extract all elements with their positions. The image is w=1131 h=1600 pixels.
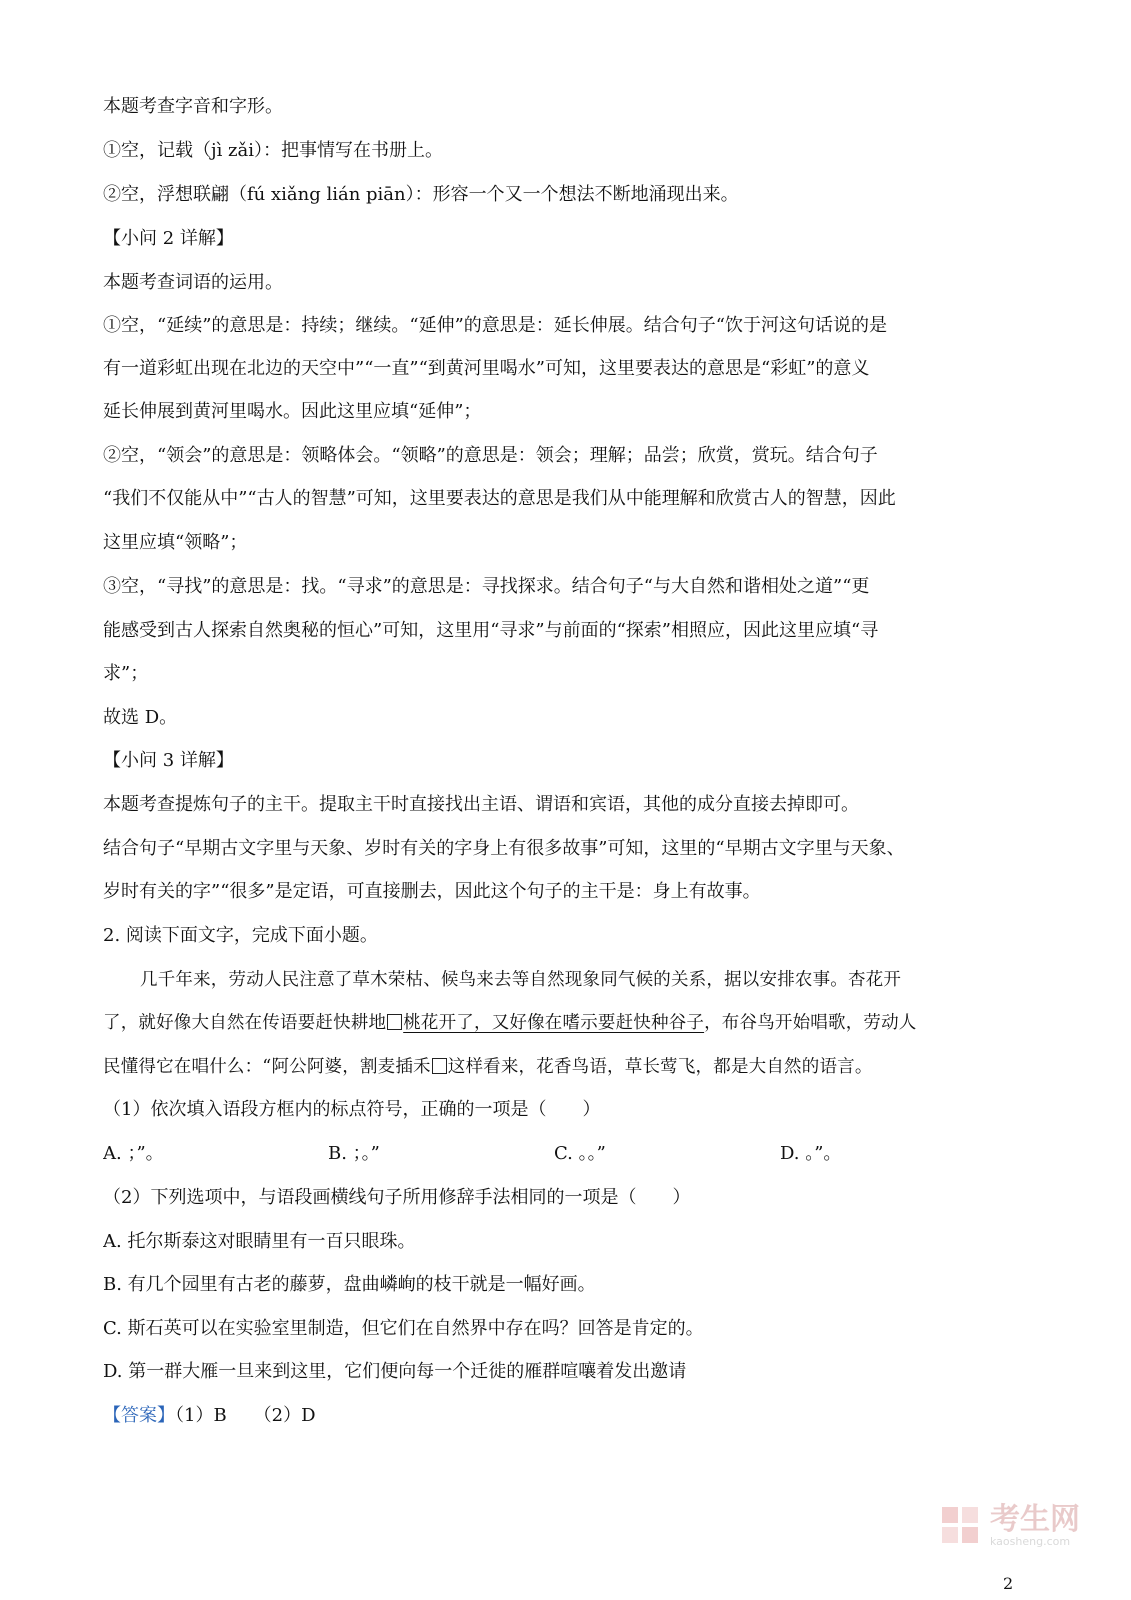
passage-text: ，布谷鸟开始唱歌，劳动人 <box>704 1013 917 1033</box>
analysis-line: ②空，“领会”的意思是：领略体会。“领略”的意思是：领会；理解；品尝；欣赏，赏玩。结合句子 <box>103 445 878 466</box>
question-1-stem: （1）依次填入语段方框内的标点符号，正确的一项是（ ） <box>103 1099 601 1120</box>
blank-box <box>387 1014 402 1030</box>
analysis-line: 故选 D。 <box>103 707 178 728</box>
passage-line-1 <box>140 967 1040 993</box>
option-c: C. 。。” <box>554 1143 606 1164</box>
option-a: A. 托尔斯泰这对眼睛里有一百只眼珠。 <box>103 1231 416 1252</box>
analysis-line: 这里应填“领略”； <box>103 532 248 553</box>
section-heading: 【小问 2 详解】 <box>103 228 234 249</box>
passage-text: 这样看来，花香鸟语，草长莺飞，都是大自然的语言。 <box>447 1057 873 1077</box>
analysis-line: 有一道彩虹出现在北边的天空中”“一直”“到黄河里喝水”可知，这里要表达的意思是“彩虹”的意义 <box>103 358 870 379</box>
analysis-line: 求”； <box>103 663 149 684</box>
question-2-stem: （2）下列选项中，与语段画横线句子所用修辞手法相同的一项是（ ） <box>103 1187 691 1208</box>
watermark-url: kaosheng.com <box>990 1535 1071 1548</box>
question-1-options <box>103 1141 1033 1167</box>
watermark-logo-icon <box>938 1503 984 1549</box>
analysis-line: ①空，记载（jì zǎi）：把事情写在书册上。 <box>103 140 444 161</box>
analysis-line: 结合句子“早期古文字里与天象、岁时有关的字身上有很多故事”可知，这里的“早期古文字里与天象、 <box>103 838 905 859</box>
analysis-line: 延长伸展到黄河里喝水。因此这里应填“延伸”； <box>103 401 482 422</box>
analysis-line: 本题考查字音和字形。 <box>103 96 283 117</box>
passage-text: 了，就好像大自然在传语要赶快耕地 <box>103 1013 387 1033</box>
analysis-line: ①空，“延续”的意思是：持续；继续。“延伸”的意思是：延长伸展。结合句子“饮于河这句话说的是 <box>103 315 888 336</box>
watermark-text <box>990 1504 1080 1548</box>
blank-box <box>432 1058 447 1074</box>
analysis-line: ③空，“寻找”的意思是：找。“寻求”的意思是：寻找探求。结合句子“与大自然和谐相处之道”“更 <box>103 576 870 597</box>
question-heading: 2. 阅读下面文字，完成下面小题。 <box>103 925 378 946</box>
answer-tag: 【答案】 <box>103 1405 175 1426</box>
option-c: C. 斯石英可以在实验室里制造，但它们在自然界中存在吗？回答是肯定的。 <box>103 1318 704 1339</box>
option-b: B. ；。” <box>328 1143 380 1164</box>
passage-line-3 <box>103 1054 1038 1080</box>
page-number: 2 <box>1003 1574 1014 1593</box>
analysis-line: 能感受到古人探索自然奥秘的恒心”可知，这里用“寻求”与前面的“探索”相照应，因此这里应填“寻 <box>103 620 879 641</box>
analysis-line: 本题考查提炼句子的主干。提取主干时直接找出主语、谓语和宾语，其他的成分直接去掉即可。 <box>103 794 859 815</box>
analysis-line: ②空，浮想联翩（fú xiǎng lián piān）：形容一个又一个想法不断地涌现出来。 <box>103 184 739 205</box>
passage-text: 民懂得它在唱什么：“阿公阿婆，割麦插禾 <box>103 1057 431 1077</box>
analysis-line: 岁时有关的字”“很多”是定语，可直接删去，因此这个句子的主干是：身上有故事。 <box>103 881 761 902</box>
analysis-line: 本题考查词语的运用。 <box>103 272 283 293</box>
passage-text: 几千年来，劳动人民注意了草木荣枯、候鸟来去等自然现象同气候的关系，据以安排农事。杏花开 <box>140 970 902 990</box>
watermark <box>938 1500 1108 1552</box>
analysis-line: “我们不仅能从中”“古人的智慧”可知，这里要表达的意思是我们从中能理解和欣赏古人的智慧，因此 <box>103 488 896 509</box>
underlined-sentence: 桃花开了，又好像在嗜示要赶快种谷子 <box>403 1013 705 1033</box>
option-d: D. 第一群大雁一旦来到这里，它们便向每一个迁徙的雁群喧嚷着发出邀请 <box>103 1361 687 1382</box>
section-heading: 【小问 3 详解】 <box>103 750 234 771</box>
answer-line <box>103 1403 1033 1429</box>
option-a: A. ；”。 <box>103 1143 164 1164</box>
watermark-title: 考生网 <box>990 1502 1080 1537</box>
passage-line-2 <box>103 1010 1038 1036</box>
option-b: B. 有几个园里有古老的藤萝，盘曲嶙峋的枝干就是一幅好画。 <box>103 1274 596 1295</box>
option-d: D. 。”。 <box>780 1143 842 1164</box>
answer-text: （1）B （2）D <box>175 1405 316 1426</box>
